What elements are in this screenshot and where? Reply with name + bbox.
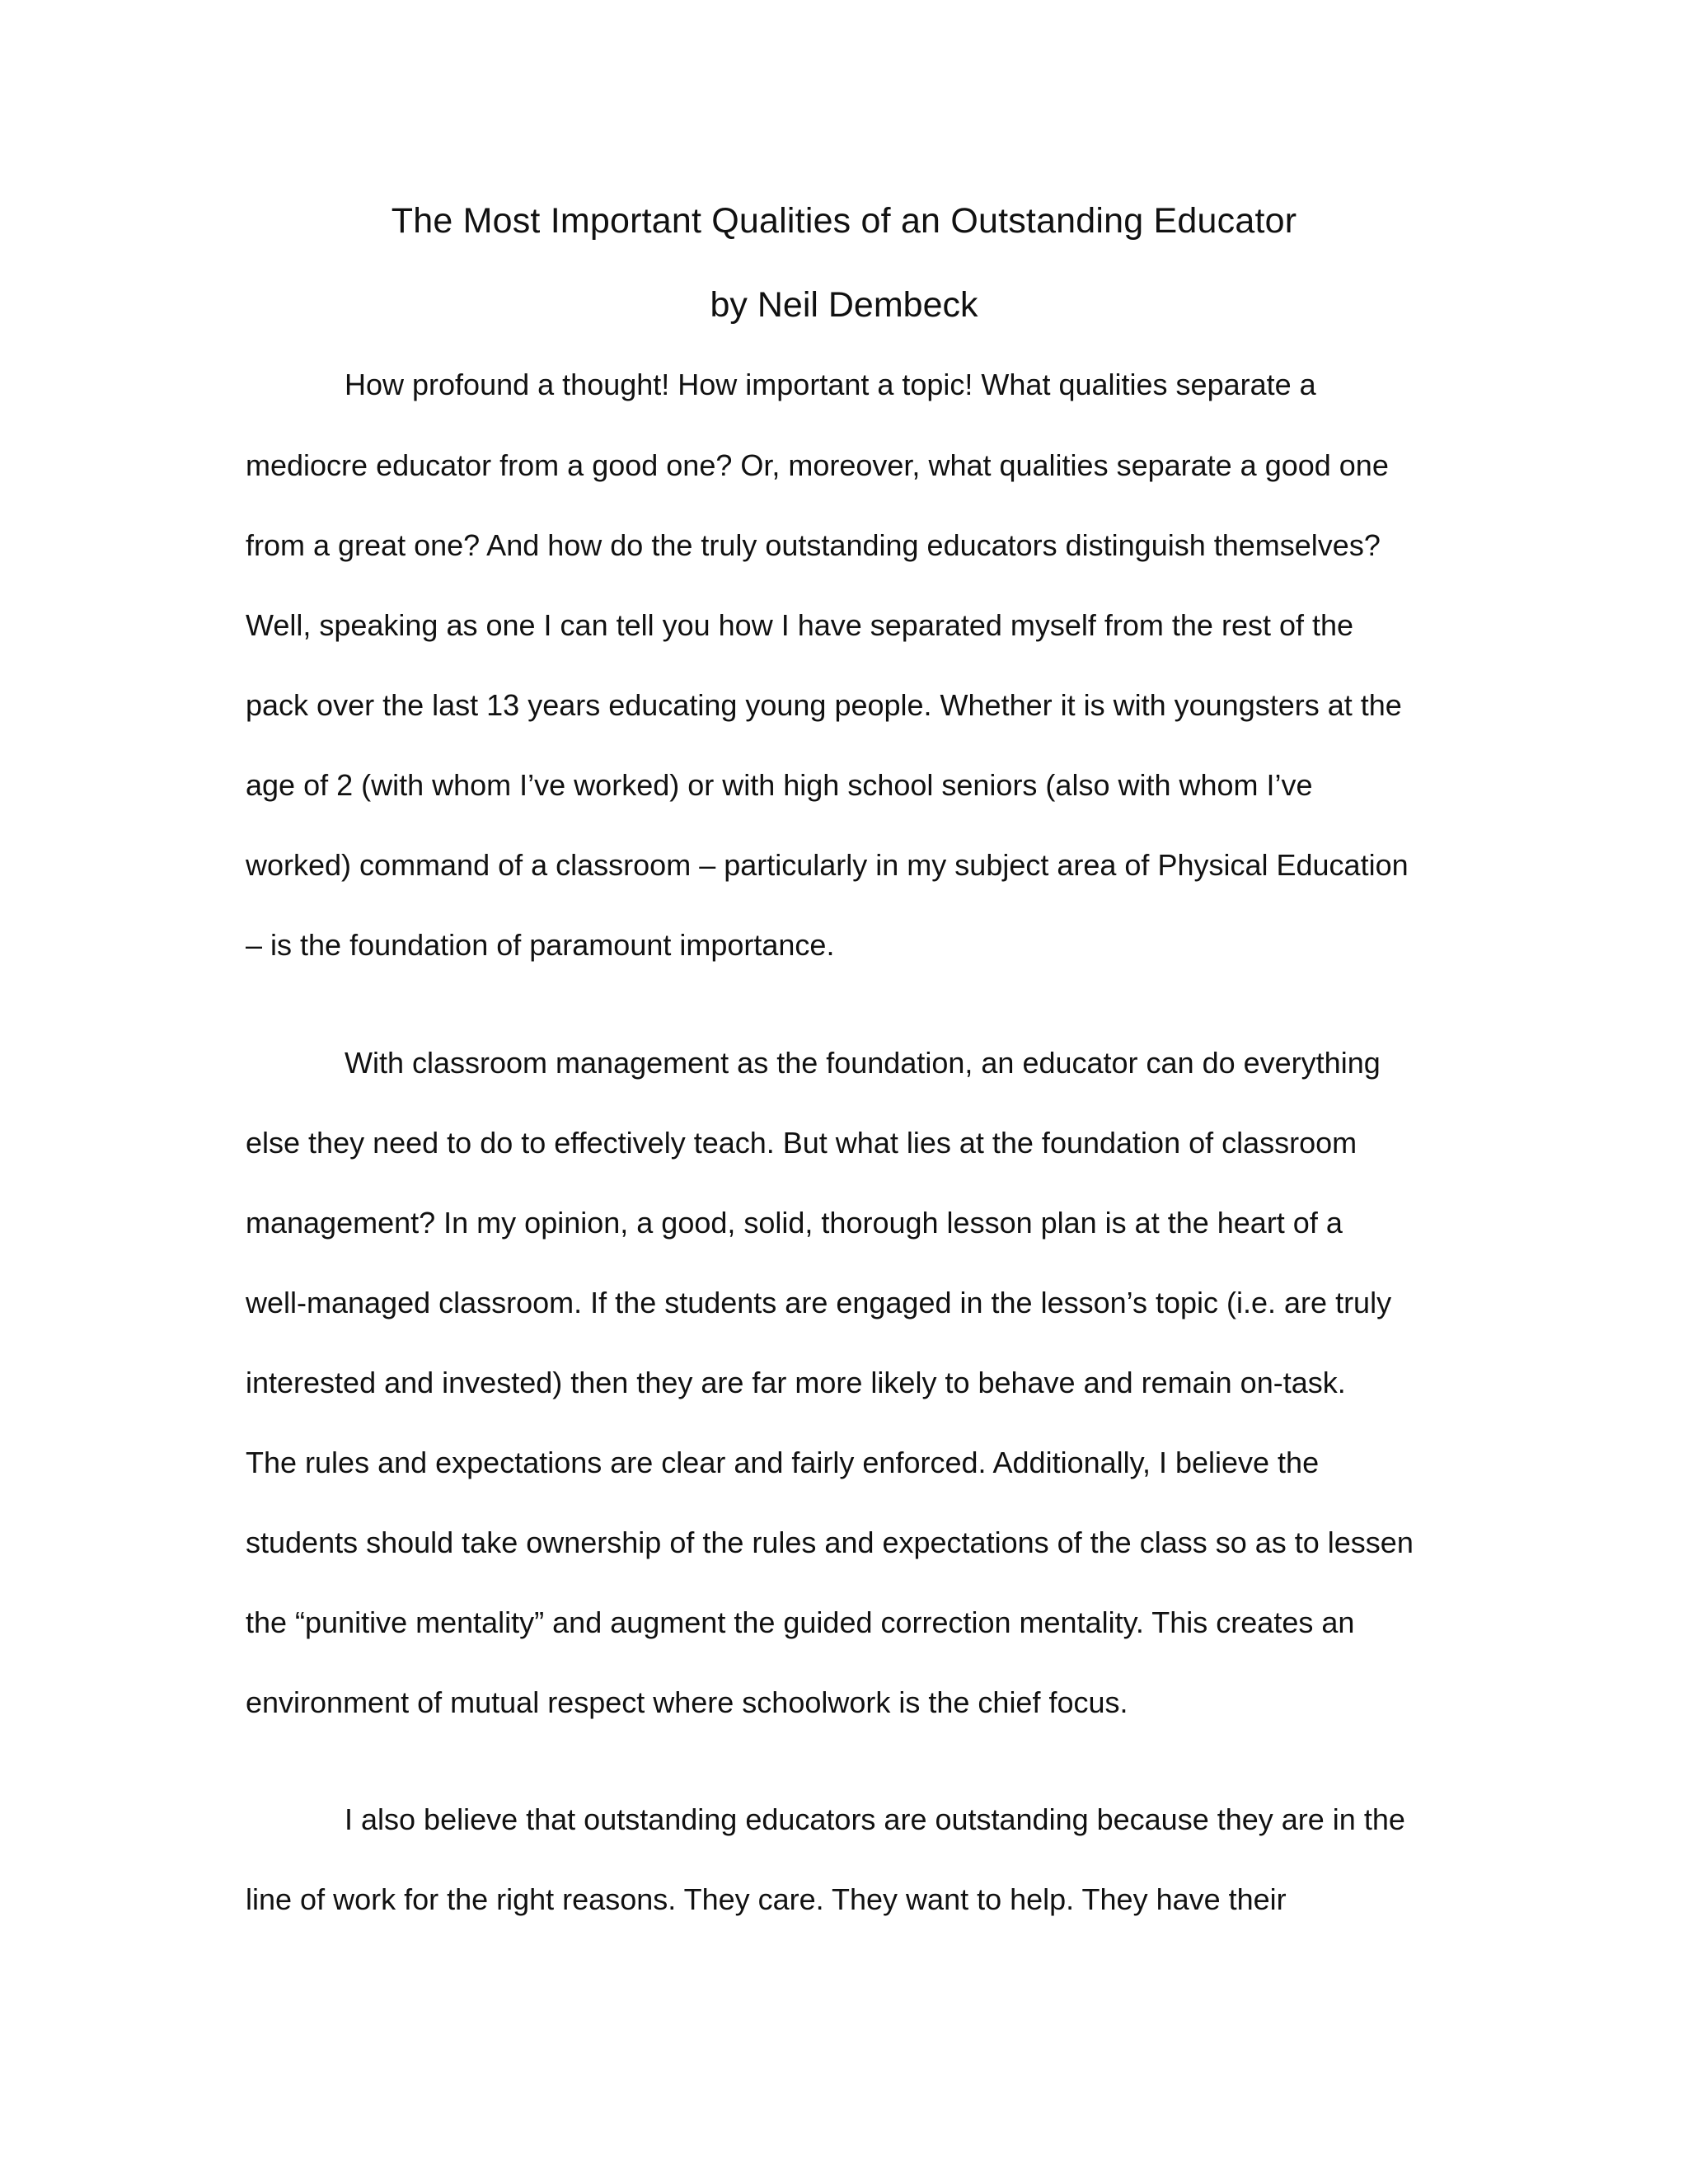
paragraph-2-line: The rules and expectations are clear and fairly enforced. Additionally, I believe the: [246, 1446, 1320, 1479]
paragraph-1-line: from a great one? And how do the truly outstanding educators distinguish themselves?: [246, 528, 1381, 562]
paragraph-3-line: line of work for the right reasons. They care. They want to help. They have their: [246, 1882, 1287, 1916]
paragraph-2-line: well-managed classroom. If the students are engaged in the lesson’s topic (i.e. are truly: [246, 1286, 1392, 1319]
paragraph-2-line: else they need to do to effectively teach. But what lies at the foundation of classroom: [246, 1126, 1357, 1160]
paragraph-2-line: students should take ownership of the rules and expectations of the class so as to lessen: [246, 1526, 1414, 1559]
paragraph-2-line: With classroom management as the foundation, an educator can do everything: [345, 1046, 1381, 1080]
paragraph-1-line: age of 2 (with whom I’ve worked) or with high school seniors (also with whom I’ve: [246, 768, 1313, 802]
paragraph-2-line: environment of mutual respect where schoolwork is the chief focus.: [246, 1685, 1128, 1719]
document-title: The Most Important Qualities of an Outstanding Educator: [391, 201, 1297, 241]
paragraph-2-line: the “punitive mentality” and augment the guided correction mentality. This creates an: [246, 1605, 1355, 1639]
paragraph-1-line: Well, speaking as one I can tell you how I have separated myself from the rest of the: [246, 608, 1354, 642]
document-byline: by Neil Dembeck: [710, 285, 978, 325]
paragraph-1-line: pack over the last 13 years educating young people. Whether it is with youngsters at the: [246, 688, 1402, 722]
paragraph-1-line: How profound a thought! How important a topic! What qualities separate a: [345, 368, 1316, 401]
paragraph-1-line: – is the foundation of paramount importance.: [246, 928, 835, 962]
paragraph-1-line: worked) command of a classroom – particularly in my subject area of Physical Education: [246, 848, 1409, 882]
paragraph-3-line: I also believe that outstanding educators are outstanding because they are in the: [345, 1802, 1405, 1836]
paragraph-1-line: mediocre educator from a good one? Or, moreover, what qualities separate a good one: [246, 448, 1389, 482]
paragraph-2-line: management? In my opinion, a good, solid, thorough lesson plan is at the heart of a: [246, 1206, 1343, 1240]
paragraph-2-line: interested and invested) then they are far more likely to behave and remain on-task.: [246, 1366, 1346, 1399]
